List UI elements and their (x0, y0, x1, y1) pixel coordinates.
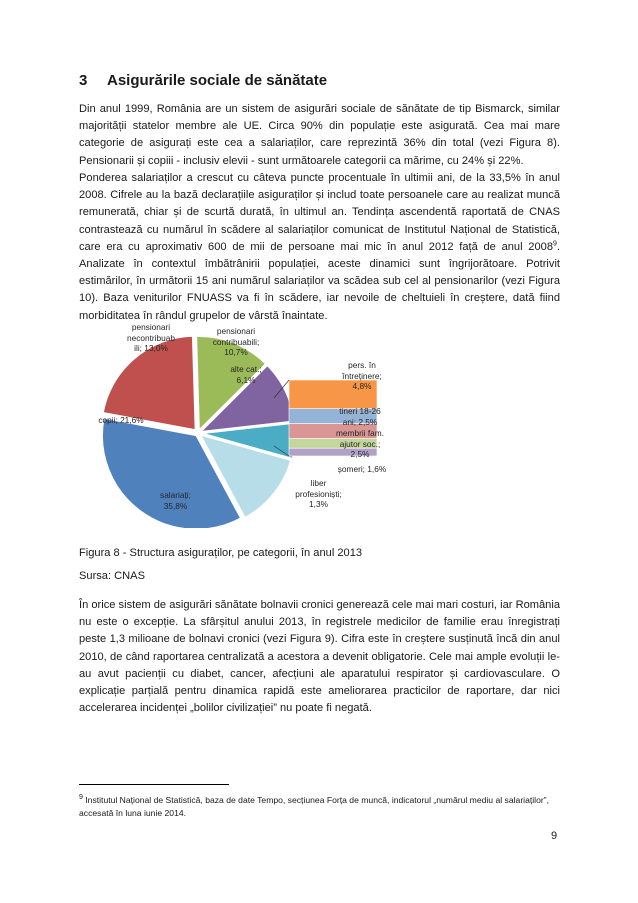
figure-source: Sursa: CNAS (79, 570, 145, 582)
footnote-number: 9 (79, 794, 83, 802)
label-copii: copii; 21,6% (98, 415, 144, 425)
label-pensionari-contribuabili: pensionari contribuabili; 10,7% (212, 326, 260, 358)
footnote-divider (79, 784, 229, 785)
page-number: 9 (551, 830, 558, 842)
paragraph-chronic-patients: În orice sistem de asigurări sănătate bolnavii cronici generează cele mai mari costuri, iar România nu este o excepție. La sfârșitul anului 2013, în registrele medicilor de familie erau înregistrați peste 1,3 milioane de bolnavi cronici (vezi Figura 9). Cifra este în creștere susținută încă din anul 2010, de când raportarea centralizată a acestora a devenit obligatorie. Cele mai ample evoluții le-au avut pacienții cu diabet, cancer, afecțiuni ale aparatului respirator și cardiovasculare. O explicație parțială pentru dinamica rapidă este ameliorarea practicilor de raportare, dar nici accelerarea incidenței „bolilor civilizației” nu poate fi negată. (79, 599, 560, 715)
label-alte-categorii: alte cat.; 6,1% (230, 364, 262, 385)
section-title: Asigurările sociale de sănătate (107, 72, 328, 89)
paragraph-employees (79, 170, 560, 325)
footnote-reference: 9 (553, 240, 557, 248)
footnote (79, 794, 564, 820)
section-number: 3 (79, 72, 88, 89)
pie-chart-insured-structure (86, 318, 566, 528)
paragraph-employees-text-b: . Analizate în contextul îmbătrânirii populației, aceste dinamici sunt îngrijorătoare. Potrivit estimărilor, în următorii 15 ani numărul salariaților va scădea sub cel al pensionarilor (vezi Figura 10). Baza veniturilor FNUASS va fi în scădere, iar nevoile de cheltuieli în creștere, dată fiind morbiditatea în rândul grupelor de vârstă înaintate. (79, 240, 560, 322)
label-membrii-familie: membrii fam. ajutor soc.; 2,5% (336, 428, 384, 460)
paragraph-employees-text-a: Ponderea salariaților a crescut cu câteva puncte procentuale în ultimii ani, de la 33,5% în anul 2008. Cifrele au la bază declarațiile asiguraților și includ toate persoanele care au realizat muncă remunerată, chiar și de scurtă durată, în ultimul an. Tendința ascendentă raportată de CNAS contrastează cu numărul în scădere al salariaților comunicat de Institutul Național de Statistică, care era cu aproximativ 600 de mii de persoane mai mic în anul 2012 față de anul 2008 (79, 172, 560, 253)
label-someri: șomeri; 1,6% (337, 464, 387, 474)
label-tineri: tineri 18-26 ani; 2,5% (339, 406, 381, 427)
label-persoane-intretinere: pers. în întreținere; 4,8% (342, 360, 382, 392)
footnote-text: Institutul Național de Statistică, baza de date Tempo, secțiunea Forța de muncă, indicatorul „numărul mediu al salariaților”, accesată în luna iunie 2014. (79, 795, 549, 818)
paragraph-intro: Din anul 1999, România are un sistem de asigurări sociale de sănătate de tip Bismarck, similar majorității statelor membre ale UE. Circa 90% din populație este asigurată. Cea mai mare categorie de asigurați este cea a salariaților, care reprezintă 36% din total (vezi Figura 8). Pensionarii și copiii - inclusiv elevii - sunt următoarele categorii ca mărime, cu 24% și 22%. (79, 103, 560, 167)
label-liber-profesionisti: liber profesioniști; 1,3% (295, 478, 342, 510)
section-heading (79, 72, 327, 89)
label-pensionari-necontribuabili: pensionari necontribuab ili; 13,0% (127, 322, 175, 354)
figure-caption: Figura 8 - Structura asiguraților, pe categorii, în anul 2013 (79, 547, 363, 559)
label-salariati: salariați; 35,8% (160, 490, 191, 511)
